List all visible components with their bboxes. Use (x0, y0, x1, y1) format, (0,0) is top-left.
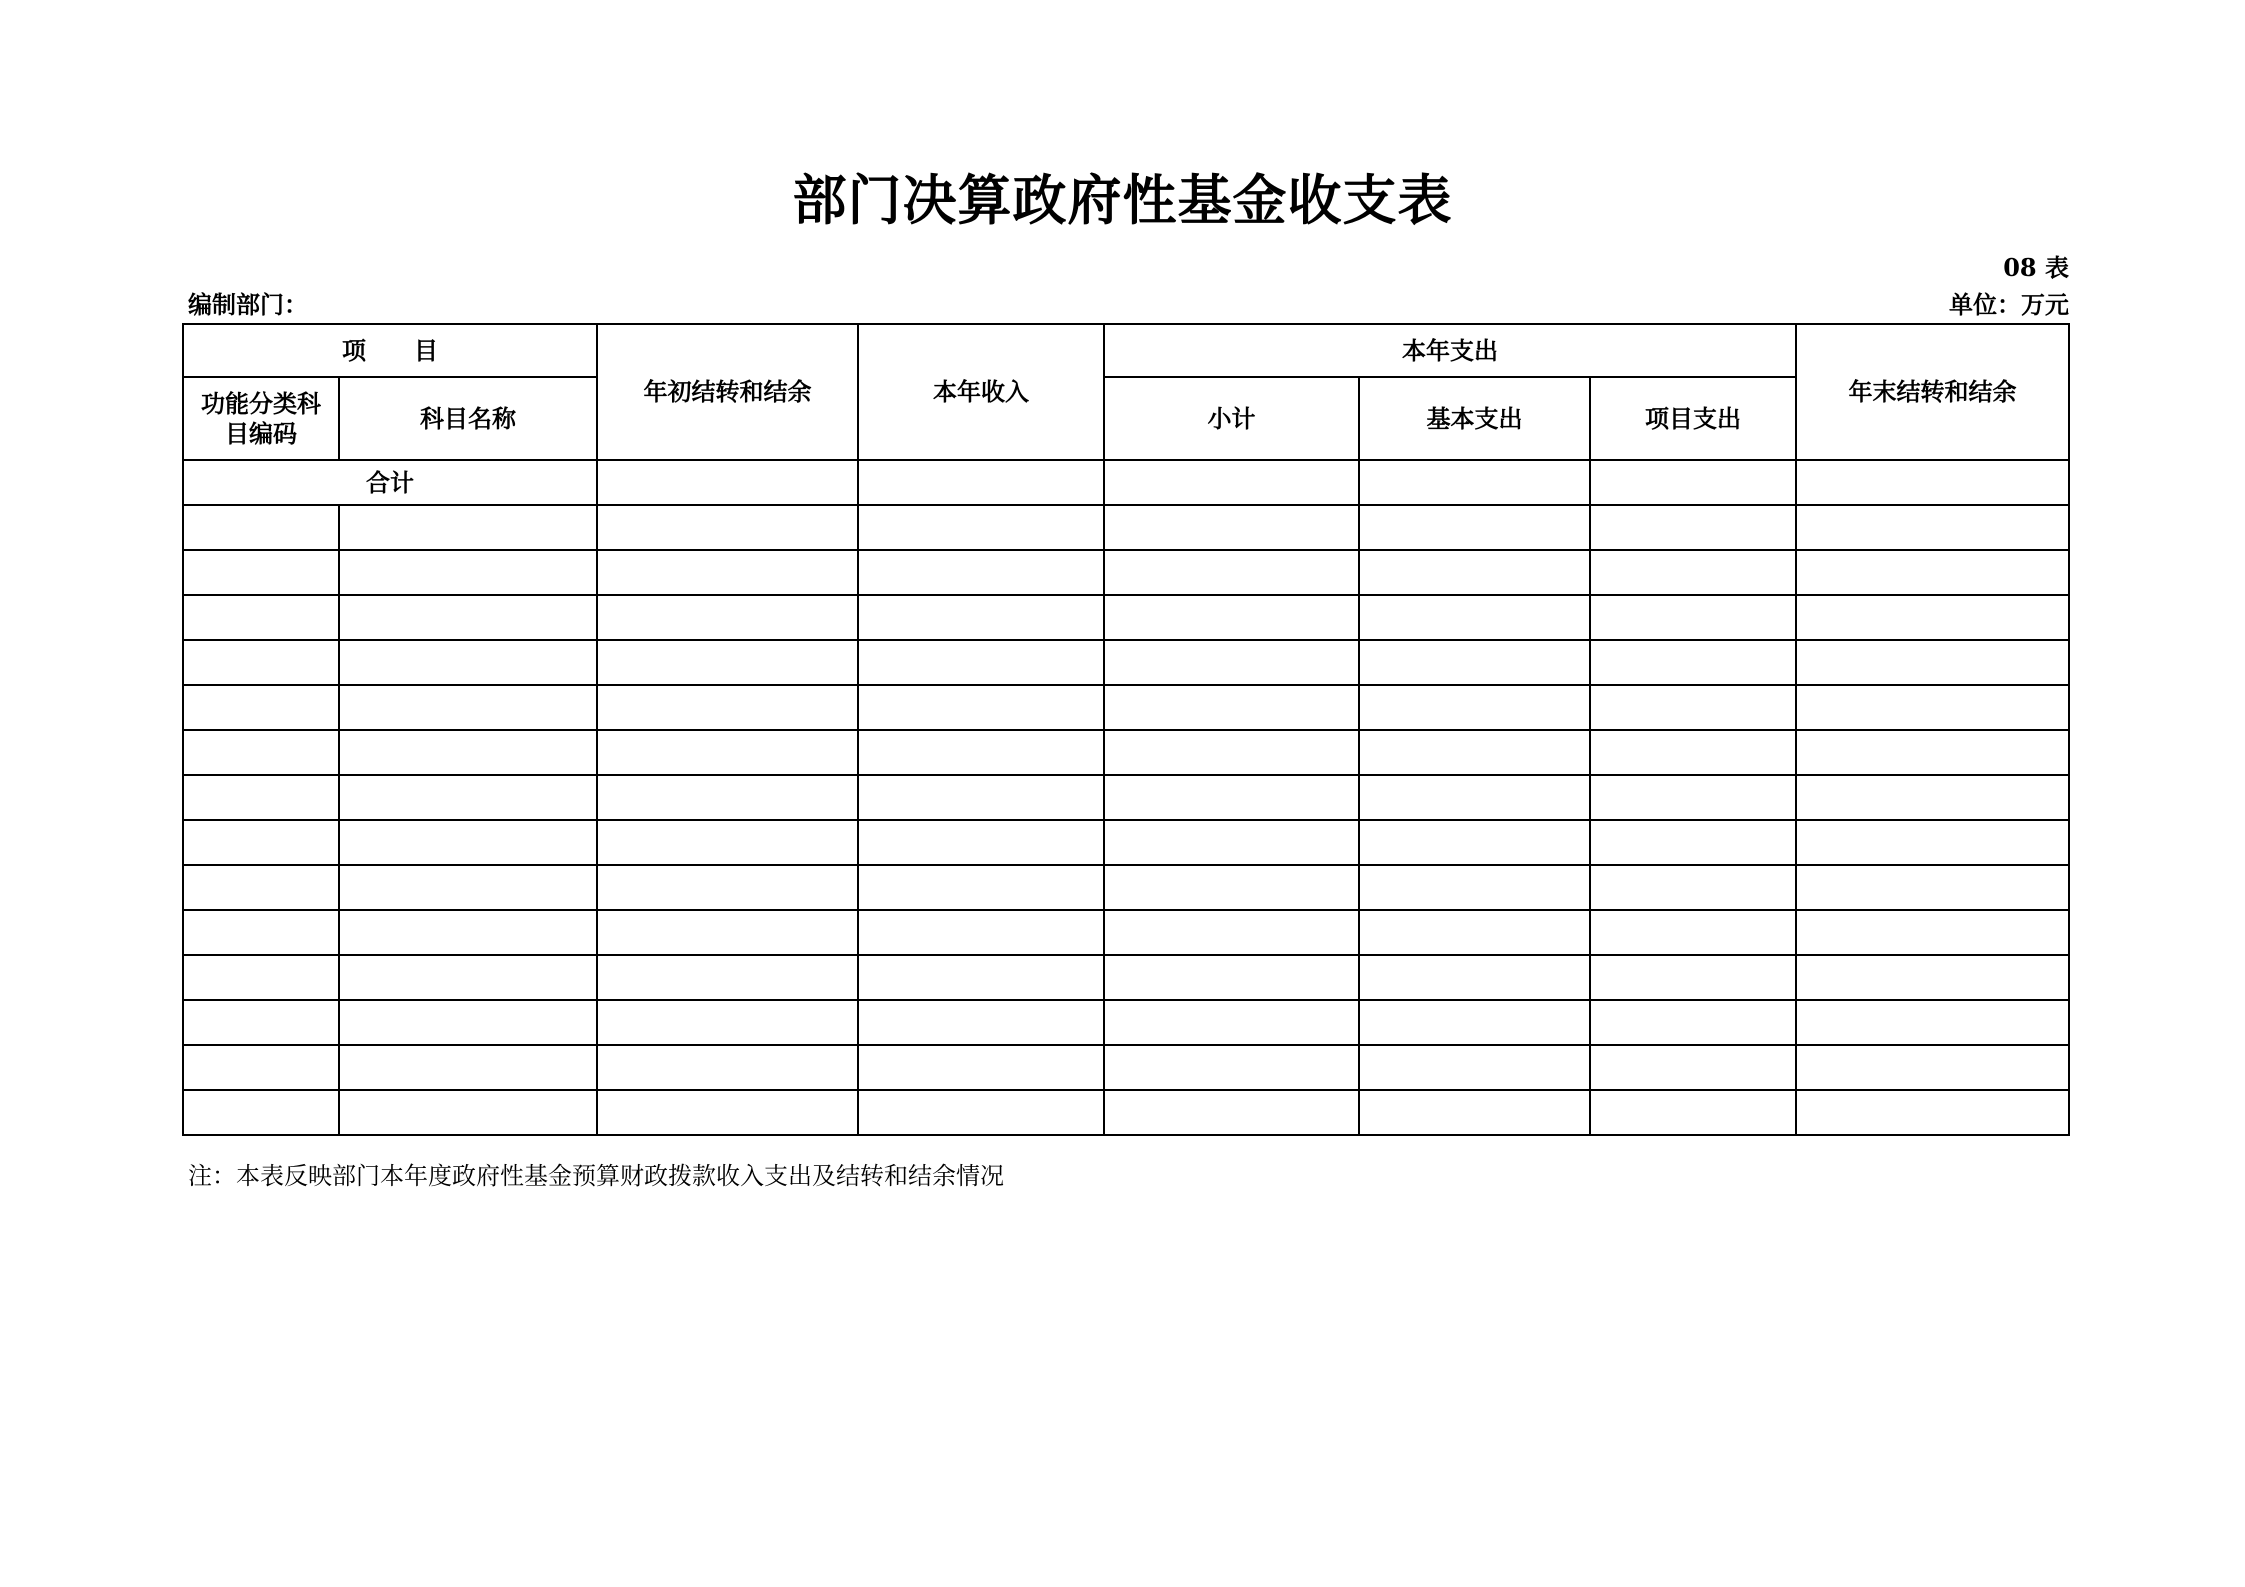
subtotal-cell[interactable] (1104, 910, 1359, 955)
project-expense-cell[interactable] (1590, 640, 1796, 685)
end-balance-cell[interactable] (1796, 955, 2069, 1000)
income-cell[interactable] (858, 1090, 1104, 1135)
project-expense-cell[interactable] (1590, 730, 1796, 775)
total-label: 合计 (183, 460, 597, 505)
header-expense-group: 本年支出 (1104, 324, 1796, 377)
func-code-cell[interactable] (183, 955, 339, 1000)
income-cell[interactable] (858, 1045, 1104, 1090)
table-row (183, 550, 2069, 595)
table-row (183, 505, 2069, 550)
total-row (183, 460, 2069, 505)
header-end-balance: 年末结转和结余 (1796, 324, 2069, 460)
header-func-code: 功能分类科目编码 (201, 388, 321, 448)
project-expense-cell[interactable] (1590, 550, 1796, 595)
begin-balance-cell[interactable] (597, 820, 858, 865)
end-balance-cell[interactable] (1796, 685, 2069, 730)
header-row-2 (183, 377, 2069, 460)
table-row (183, 865, 2069, 910)
begin-balance-cell[interactable] (597, 1045, 858, 1090)
subject-name-cell[interactable] (339, 865, 597, 910)
begin-balance-cell[interactable] (597, 550, 858, 595)
func-code-cell[interactable] (183, 595, 339, 640)
header-income: 本年收入 (858, 324, 1104, 460)
subtotal-cell[interactable] (1104, 550, 1359, 595)
subtotal-cell[interactable] (1104, 1045, 1359, 1090)
subject-name-cell[interactable] (339, 685, 597, 730)
basic-expense-cell[interactable] (1359, 505, 1590, 550)
begin-balance-cell[interactable] (597, 865, 858, 910)
begin-balance-cell[interactable] (597, 685, 858, 730)
header-basic-expense: 基本支出 (1359, 377, 1590, 460)
func-code-cell[interactable] (183, 505, 339, 550)
basic-expense-cell[interactable] (1359, 820, 1590, 865)
subtotal-cell[interactable] (1104, 595, 1359, 640)
end-balance-cell[interactable] (1796, 595, 2069, 640)
subtotal-cell[interactable] (1104, 1090, 1359, 1135)
begin-balance-cell[interactable] (597, 910, 858, 955)
header-begin-balance: 年初结转和结余 (597, 324, 858, 460)
subject-name-cell[interactable] (339, 1045, 597, 1090)
end-balance-cell[interactable] (1796, 550, 2069, 595)
end-balance-cell[interactable] (1796, 775, 2069, 820)
income-cell[interactable] (858, 730, 1104, 775)
begin-balance-cell[interactable] (597, 955, 858, 1000)
total-subtotal-cell[interactable] (1104, 460, 1359, 505)
end-balance-cell[interactable] (1796, 505, 2069, 550)
income-cell[interactable] (858, 820, 1104, 865)
table-row (183, 730, 2069, 775)
total-end-balance-cell[interactable] (1796, 460, 2069, 505)
subtotal-cell[interactable] (1104, 505, 1359, 550)
subject-name-cell[interactable] (339, 640, 597, 685)
subject-name-cell[interactable] (339, 1000, 597, 1045)
basic-expense-cell[interactable] (1359, 955, 1590, 1000)
subject-name-cell[interactable] (339, 595, 597, 640)
total-income-cell[interactable] (858, 460, 1104, 505)
func-code-cell[interactable] (183, 1045, 339, 1090)
end-balance-cell[interactable] (1796, 1000, 2069, 1045)
end-balance-cell[interactable] (1796, 865, 2069, 910)
department-label: 编制部门： (188, 290, 308, 319)
income-cell[interactable] (858, 910, 1104, 955)
subtotal-cell[interactable] (1104, 730, 1359, 775)
subject-name-cell[interactable] (339, 1090, 597, 1135)
header-subtotal: 小计 (1104, 377, 1359, 460)
income-cell[interactable] (858, 505, 1104, 550)
subject-name-cell[interactable] (339, 820, 597, 865)
basic-expense-cell[interactable] (1359, 910, 1590, 955)
project-expense-cell[interactable] (1590, 865, 1796, 910)
project-expense-cell[interactable] (1590, 1090, 1796, 1135)
func-code-cell[interactable] (183, 820, 339, 865)
table-row (183, 1090, 2069, 1135)
project-expense-cell[interactable] (1590, 775, 1796, 820)
subtotal-cell[interactable] (1104, 640, 1359, 685)
unit-label: 单位：万元 (1949, 290, 2069, 319)
table-row (183, 595, 2069, 640)
subtotal-cell[interactable] (1104, 775, 1359, 820)
func-code-cell[interactable] (183, 730, 339, 775)
income-cell[interactable] (858, 640, 1104, 685)
subject-name-cell[interactable] (339, 955, 597, 1000)
income-cell[interactable] (858, 550, 1104, 595)
project-expense-cell[interactable] (1590, 820, 1796, 865)
header-func-code-cell (183, 377, 339, 460)
subtotal-cell[interactable] (1104, 820, 1359, 865)
income-cell[interactable] (858, 685, 1104, 730)
func-code-cell[interactable] (183, 640, 339, 685)
basic-expense-cell[interactable] (1359, 1090, 1590, 1135)
income-cell[interactable] (858, 865, 1104, 910)
page-title: 部门决算政府性基金收支表 (792, 168, 1453, 232)
income-cell[interactable] (858, 1000, 1104, 1045)
begin-balance-cell[interactable] (597, 1000, 858, 1045)
project-expense-cell[interactable] (1590, 505, 1796, 550)
project-expense-cell[interactable] (1590, 1045, 1796, 1090)
income-cell[interactable] (858, 595, 1104, 640)
begin-balance-cell[interactable] (597, 640, 858, 685)
func-code-cell[interactable] (183, 550, 339, 595)
subject-name-cell[interactable] (339, 550, 597, 595)
end-balance-cell[interactable] (1796, 820, 2069, 865)
project-expense-cell[interactable] (1590, 1000, 1796, 1045)
subtotal-cell[interactable] (1104, 955, 1359, 1000)
basic-expense-cell[interactable] (1359, 730, 1590, 775)
func-code-cell[interactable] (183, 685, 339, 730)
subject-name-cell[interactable] (339, 505, 597, 550)
subtotal-cell[interactable] (1104, 865, 1359, 910)
func-code-cell[interactable] (183, 865, 339, 910)
table-row (183, 1000, 2069, 1045)
basic-expense-cell[interactable] (1359, 550, 1590, 595)
begin-balance-cell[interactable] (597, 775, 858, 820)
table-row (183, 1045, 2069, 1090)
end-balance-cell[interactable] (1796, 730, 2069, 775)
end-balance-cell[interactable] (1796, 640, 2069, 685)
end-balance-cell[interactable] (1796, 1090, 2069, 1135)
project-expense-cell[interactable] (1590, 955, 1796, 1000)
subject-name-cell[interactable] (339, 910, 597, 955)
header-row-1 (183, 324, 2069, 377)
func-code-cell[interactable] (183, 775, 339, 820)
subtotal-cell[interactable] (1104, 1000, 1359, 1045)
basic-expense-cell[interactable] (1359, 640, 1590, 685)
basic-expense-cell[interactable] (1359, 685, 1590, 730)
begin-balance-cell[interactable] (597, 1090, 858, 1135)
end-balance-cell[interactable] (1796, 1045, 2069, 1090)
table-row (183, 820, 2069, 865)
table-row (183, 640, 2069, 685)
basic-expense-cell[interactable] (1359, 595, 1590, 640)
header-subject-name: 科目名称 (339, 377, 597, 460)
table-row (183, 955, 2069, 1000)
header-project-expense: 项目支出 (1590, 377, 1796, 460)
income-cell[interactable] (858, 775, 1104, 820)
subtotal-cell[interactable] (1104, 685, 1359, 730)
project-expense-cell[interactable] (1590, 595, 1796, 640)
begin-balance-cell[interactable] (597, 595, 858, 640)
func-code-cell[interactable] (183, 910, 339, 955)
header-item: 项 目 (183, 324, 597, 377)
total-basic-expense-cell[interactable] (1359, 460, 1590, 505)
table-row (183, 910, 2069, 955)
begin-balance-cell[interactable] (597, 505, 858, 550)
total-project-expense-cell[interactable] (1590, 460, 1796, 505)
func-code-cell[interactable] (183, 1000, 339, 1045)
table-row (183, 775, 2069, 820)
func-code-cell[interactable] (183, 1090, 339, 1135)
begin-balance-cell[interactable] (597, 730, 858, 775)
subject-name-cell[interactable] (339, 730, 597, 775)
budget-table (182, 323, 2070, 1136)
total-begin-balance-cell[interactable] (597, 460, 858, 505)
subject-name-cell[interactable] (339, 775, 597, 820)
table-number: 08 表 (2003, 253, 2069, 282)
end-balance-cell[interactable] (1796, 910, 2069, 955)
basic-expense-cell[interactable] (1359, 775, 1590, 820)
project-expense-cell[interactable] (1590, 910, 1796, 955)
basic-expense-cell[interactable] (1359, 1000, 1590, 1045)
project-expense-cell[interactable] (1590, 685, 1796, 730)
basic-expense-cell[interactable] (1359, 865, 1590, 910)
basic-expense-cell[interactable] (1359, 1045, 1590, 1090)
footnote: 注：本表反映部门本年度政府性基金预算财政拨款收入支出及结转和结余情况 (188, 1162, 1004, 1190)
income-cell[interactable] (858, 955, 1104, 1000)
table-row (183, 685, 2069, 730)
